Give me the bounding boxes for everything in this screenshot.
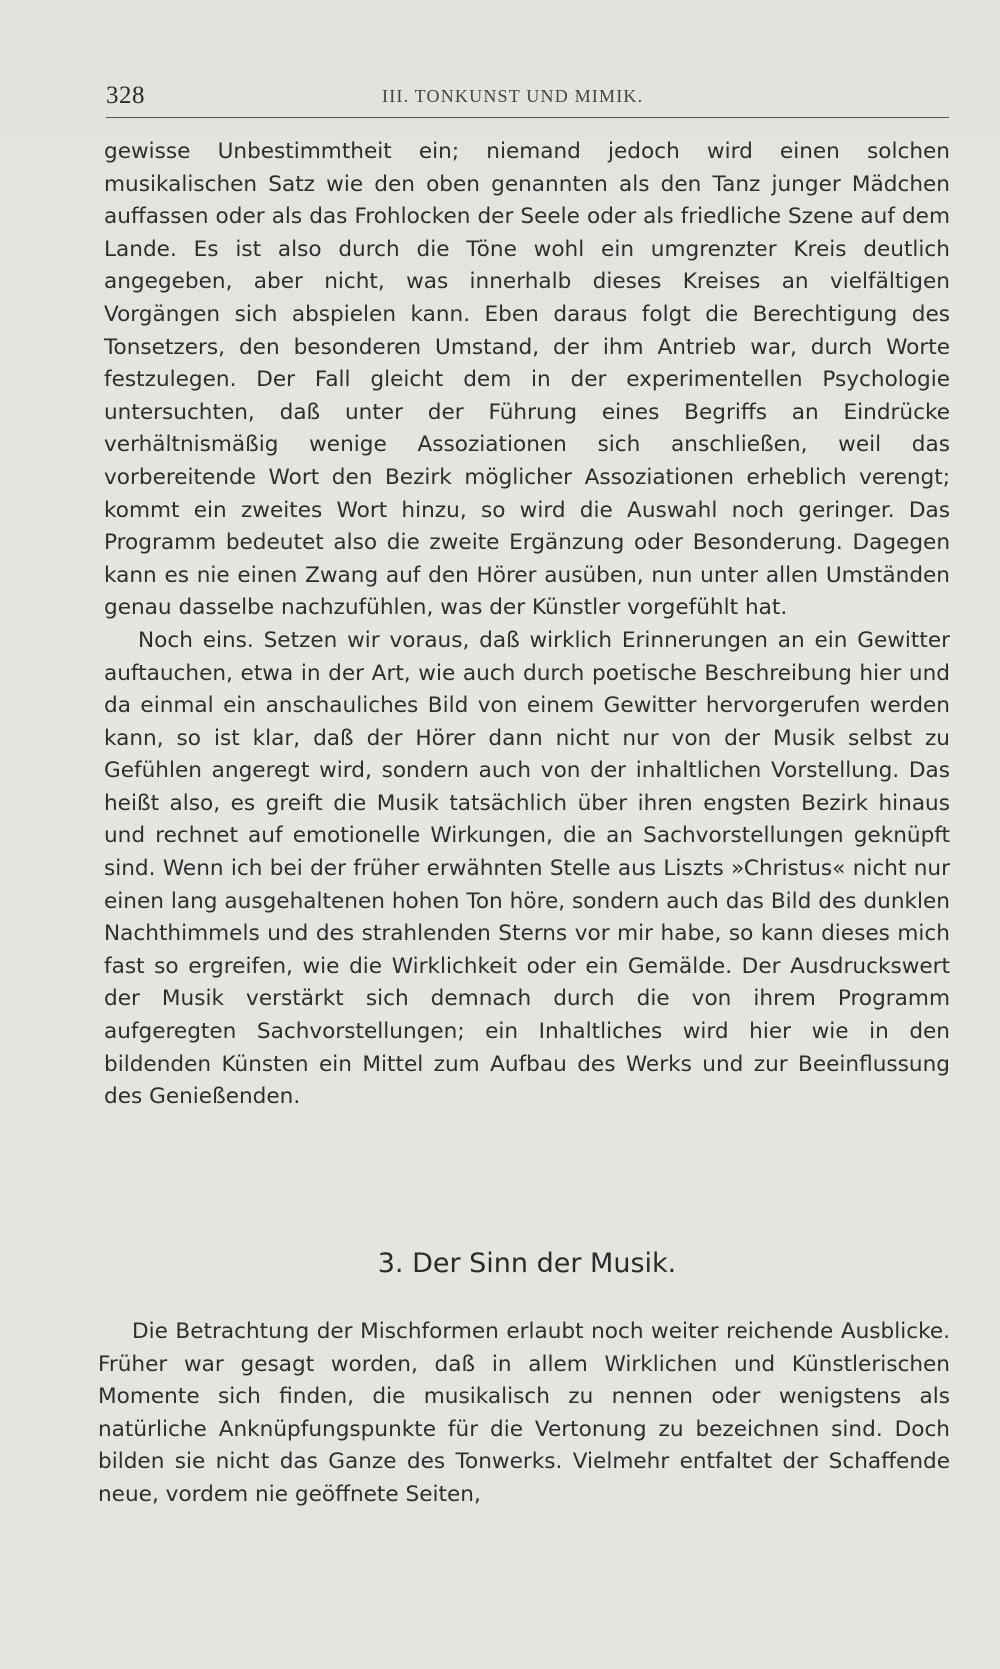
section-text [98,1316,950,1512]
running-head [106,82,949,112]
running-title: III. TONKUNST UND MIMIK. [382,86,644,106]
main-text [104,136,950,1114]
paragraph-continued: gewisse Unbestimmtheit ein; niemand jedoch wird einen solchen musikalischen Satz wie den oben genannten als den Tanz junger Mädchen auffassen oder als das Frohlocken der Seele oder als friedliche Szene auf dem Lande. Es ist also durch die Töne wohl ein umgrenzter Kreis deutlich angegeben, aber nicht, was innerhalb dieses Kreises an vielfältigen Vorgängen sich abspielen kann. Eben daraus folgt die Berechtigung des Tonsetzers, den besonderen Umstand, der ihm Antrieb war, durch Worte festzulegen. Der Fall gleicht dem in der experimentellen Psychologie untersuchten, daß unter der Führung eines Begriffs an Eindrücke verhältnismäßig wenige Assoziationen sich anschließen, weil das vorbereitende Wort den Bezirk möglicher Assoziationen erheblich verengt; kommt ein zweites Wort hinzu, so wird die Auswahl noch geringer. Das Programm bedeutet also die zweite Ergänzung oder Besonderung. Dagegen kann es nie einen Zwang auf den Hörer ausüben, nun unter allen Umständen genau dasselbe nachzufühlen, was der Künstler vorgefühlt hat. [104,139,950,621]
paragraph: Noch eins. Setzen wir voraus, daß wirklich Erinnerungen an ein Gewitter auftauchen, etwa in der Art, wie auch durch poetische Beschreibung hier und da einmal ein anschauliches Bild von einem Gewitter hervorgerufen werden kann, so ist klar, daß der Hörer dann nicht nur von der Musik selbst zu Gefühlen angeregt wird, sondern auch von der inhaltlichen Vorstellung. Das heißt also, es greift die Musik tatsächlich über ihren engsten Bezirk hinaus und rechnet auf emotionelle Wirkungen, die an Sachvorstellungen geknüpft sind. Wenn ich bei der früher erwähnten Stelle aus Liszts »Christus« nicht nur einen lang ausgehaltenen hohen Ton höre, sondern auch das Bild des dunklen Nachthimmels und des strahlenden Sterns vor mir habe, so kann dieses mich fast so ergreifen, wie die Wirklichkeit oder ein Gemälde. Der Ausdruckswert der Musik verstärkt sich demnach durch die von ihrem Programm aufgeregten Sachvorstellungen; ein Inhaltliches wird hier wie in den bildenden Künsten ein Mittel zum Aufbau des Werks und zur Beeinflussung des Genießenden. [104,627,950,1110]
section-heading: 3. Der Sinn der Musik. [377,1248,677,1279]
header-rule [106,117,949,118]
section-paragraph: Die Betrachtung der Mischformen erlaubt noch weiter reichende Ausblicke. Früher war gesagt worden, daß in allem Wirklichen und Künstlerischen Momente sich finden, die musikalisch zu nennen oder wenigstens als natürliche Anknüpfungspunkte für die Vertonung zu bezeichnen sind. Doch bilden sie nicht das Ganze des Tonwerks. Vielmehr entfaltet der Schaffende neue, vordem nie geöffnete Seiten, [98,1319,950,1507]
page-number: 328 [106,82,145,109]
